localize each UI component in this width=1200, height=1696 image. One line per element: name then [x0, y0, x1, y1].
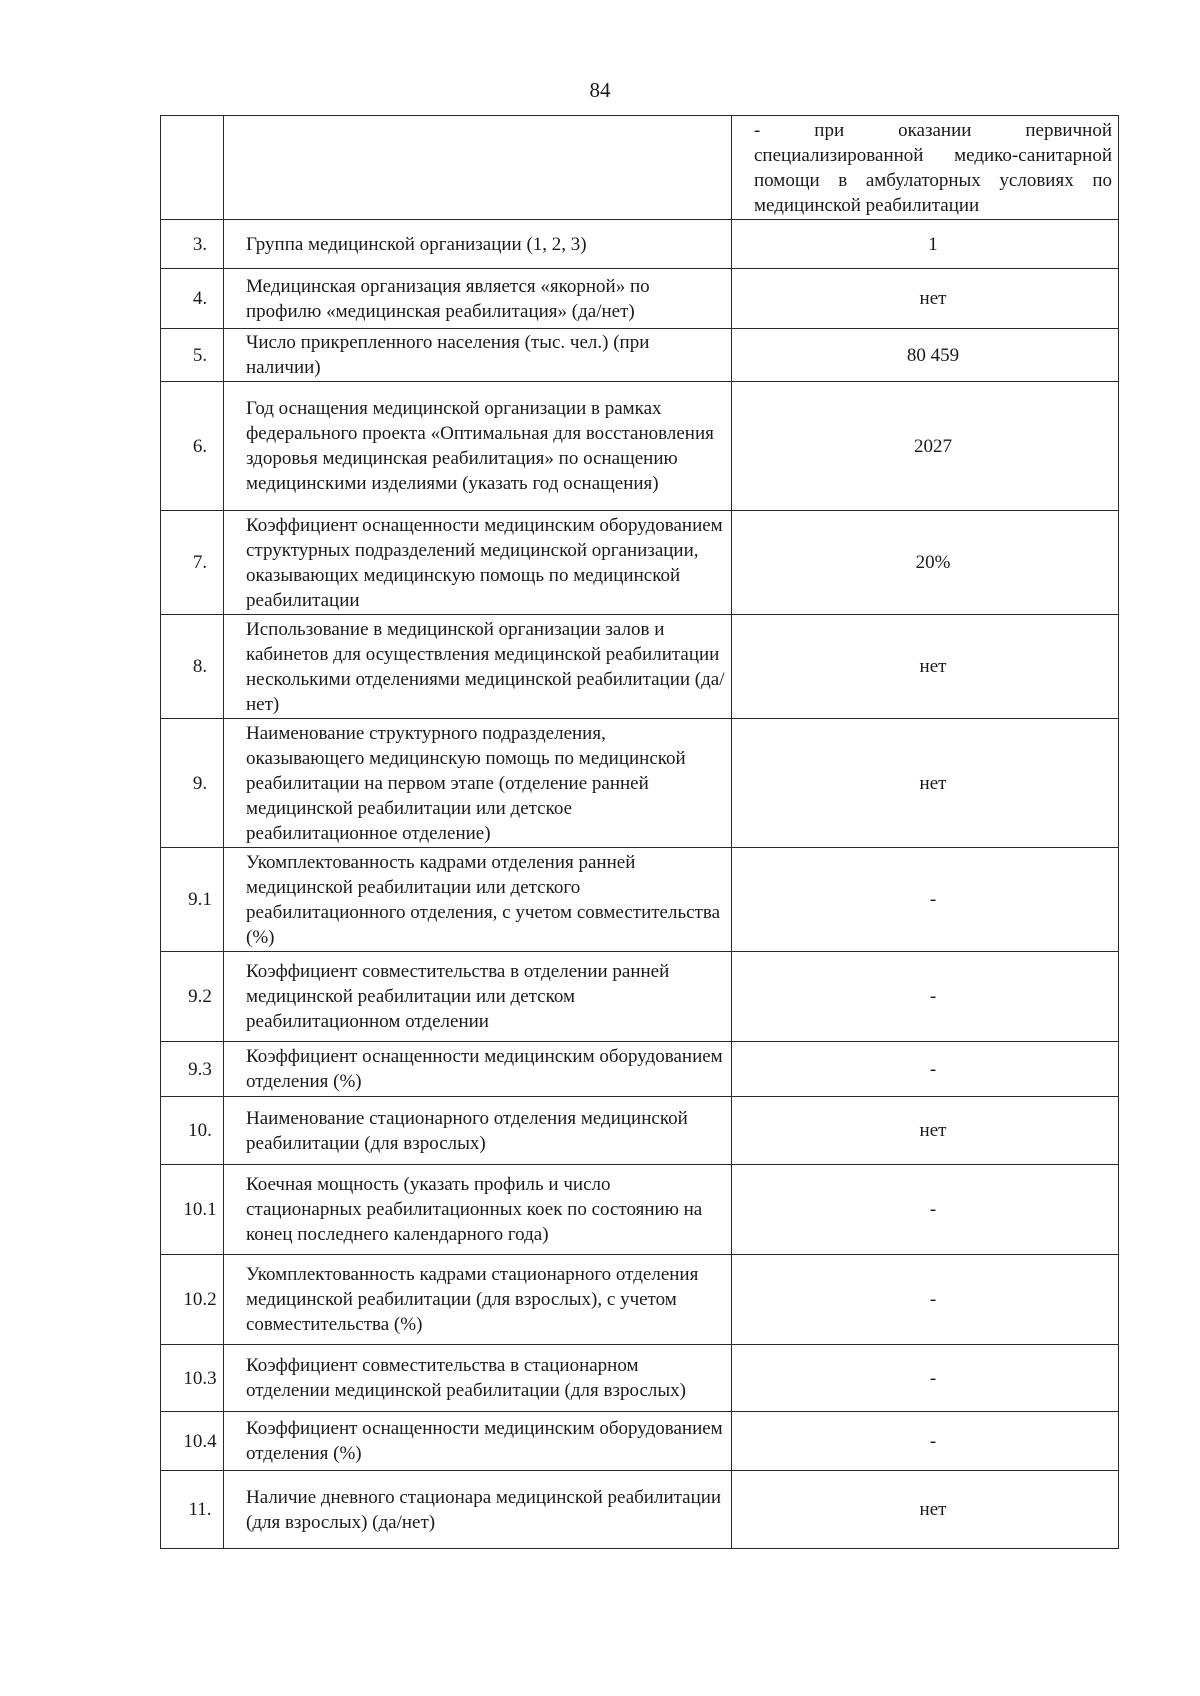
row-number: 10.1	[161, 1165, 224, 1255]
row-value: нет	[732, 269, 1119, 329]
table-row	[161, 952, 1119, 1042]
row-label: Коэффициент оснащенности медицинским оборудованием отделения (%)	[224, 1042, 732, 1097]
row-value: -	[732, 848, 1119, 952]
row-label: Коэффициент оснащенности медицинским оборудованием структурных подразделений медицинской организации, оказывающих медицинскую помощь по медицинской реабилитации	[224, 511, 732, 615]
table-row	[161, 615, 1119, 719]
page-number: 84	[589, 78, 611, 102]
row-number: 7.	[161, 511, 224, 615]
row-value	[732, 116, 1119, 220]
row-number: 9.1	[161, 848, 224, 952]
table-row	[161, 848, 1119, 952]
table-row	[161, 511, 1119, 615]
row-label: Год оснащения медицинской организации в рамках федерального проекта «Оптимальная для восстановления здоровья медицинская реабилитация» по оснащению медицинскими изделиями (указать год оснащения)	[224, 382, 732, 511]
row-label: Коечная мощность (указать профиль и число стационарных реабилитационных коек по состоянию на конец последнего календарного года)	[224, 1165, 732, 1255]
row-value-rest: специализированной медико-санитарной помощи в амбулаторных условиях по медицинской реабилитации	[754, 144, 1112, 216]
table-row	[161, 1412, 1119, 1471]
row-value: -	[732, 1042, 1119, 1097]
table-row	[161, 116, 1119, 220]
table-row	[161, 1471, 1119, 1549]
row-label: Наличие дневного стационара медицинской реабилитации (для взрослых) (да/нет)	[224, 1471, 732, 1549]
row-label: Коэффициент оснащенности медицинским оборудованием отделения (%)	[224, 1412, 732, 1471]
table-row	[161, 220, 1119, 269]
table-row	[161, 1097, 1119, 1165]
row-value: -	[732, 1345, 1119, 1412]
table-row	[161, 1345, 1119, 1412]
row-label: Наименование стационарного отделения медицинской реабилитации (для взрослых)	[224, 1097, 732, 1165]
row-value: -	[732, 952, 1119, 1042]
row-number: 4.	[161, 269, 224, 329]
row-label: Группа медицинской организации (1, 2, 3)	[224, 220, 732, 269]
row-label: Коэффициент совместительства в отделении ранней медицинской реабилитации или детском реабилитационном отделении	[224, 952, 732, 1042]
row-number: 9.3	[161, 1042, 224, 1097]
row-number: 9.	[161, 719, 224, 848]
row-number: 11.	[161, 1471, 224, 1549]
indicators-table	[160, 115, 1119, 1549]
row-label: Медицинская организация является «якорной» по профилю «медицинская реабилитация» (да/нет)	[224, 269, 732, 329]
row-number: 10.4	[161, 1412, 224, 1471]
row-number: 5.	[161, 329, 224, 382]
row-number	[161, 116, 224, 220]
row-number: 9.2	[161, 952, 224, 1042]
row-number: 10.3	[161, 1345, 224, 1412]
row-number: 8.	[161, 615, 224, 719]
row-value: нет	[732, 615, 1119, 719]
row-value: 1	[732, 220, 1119, 269]
row-label: Наименование структурного подразделения, оказывающего медицинскую помощь по медицинской реабилитации на первом этапе (отделение ранней медицинской реабилитации или детское реабилитационное отделение)	[224, 719, 732, 848]
table-row	[161, 1255, 1119, 1345]
table-row	[161, 1042, 1119, 1097]
table-row	[161, 719, 1119, 848]
table-row	[161, 1165, 1119, 1255]
row-value: нет	[732, 719, 1119, 848]
table-row	[161, 269, 1119, 329]
table-row	[161, 382, 1119, 511]
row-label: Использование в медицинской организации залов и кабинетов для осуществления медицинской реабилитации несколькими отделениями медицинской реабилитации (да/нет)	[224, 615, 732, 719]
row-value: -	[732, 1412, 1119, 1471]
row-label: Укомплектованность кадрами отделения ранней медицинской реабилитации или детского реабилитационного отделения, с учетом совместительства (%)	[224, 848, 732, 952]
row-value: -	[732, 1165, 1119, 1255]
row-number: 3.	[161, 220, 224, 269]
row-value: -	[732, 1255, 1119, 1345]
table-row	[161, 329, 1119, 382]
row-value: 20%	[732, 511, 1119, 615]
row-number: 10.	[161, 1097, 224, 1165]
row-number: 10.2	[161, 1255, 224, 1345]
row-value: нет	[732, 1471, 1119, 1549]
row-value-line: - при оказании первичной	[754, 119, 1112, 141]
row-label: Число прикрепленного населения (тыс. чел.) (при наличии)	[224, 329, 732, 382]
row-label	[224, 116, 732, 220]
row-label: Укомплектованность кадрами стационарного отделения медицинской реабилитации (для взрослых), с учетом совместительства (%)	[224, 1255, 732, 1345]
row-value: нет	[732, 1097, 1119, 1165]
row-label: Коэффициент совместительства в стационарном отделении медицинской реабилитации (для взрослых)	[224, 1345, 732, 1412]
row-value: 2027	[732, 382, 1119, 511]
row-value: 80 459	[732, 329, 1119, 382]
row-number: 6.	[161, 382, 224, 511]
